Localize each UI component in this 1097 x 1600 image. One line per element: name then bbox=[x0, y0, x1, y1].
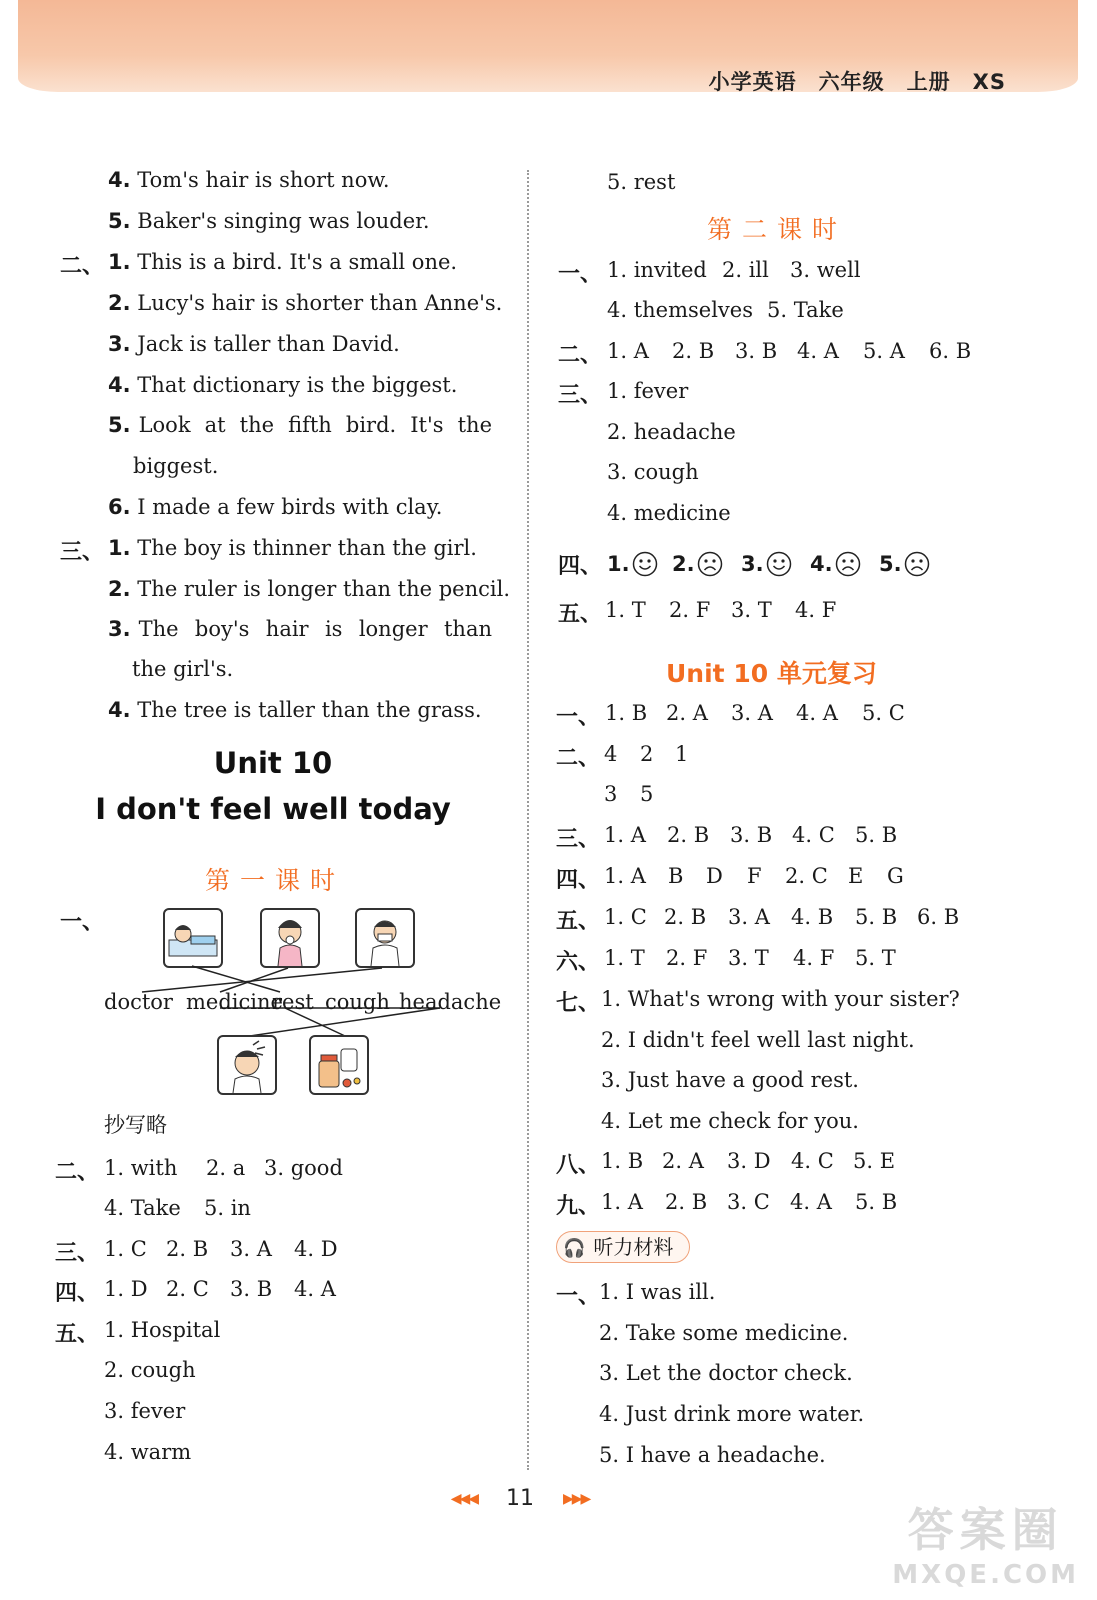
lesson-heading: 第一课时 bbox=[205, 866, 346, 895]
answer-item: 5. rest bbox=[607, 170, 676, 194]
answer-item: 1. T bbox=[605, 598, 646, 622]
answer-line: 1. This is a bird. It's a small one. bbox=[108, 250, 458, 274]
section-label: 二、 bbox=[55, 1160, 100, 1185]
answer-item: 6. B bbox=[929, 339, 972, 363]
answer-line: 5. Look at the fifth bird. It's the bbox=[108, 413, 492, 437]
answer-item: 1. invited bbox=[607, 258, 707, 282]
listening-material-tag: 🎧 听力材料 bbox=[556, 1231, 690, 1263]
answer-item: F bbox=[747, 864, 762, 888]
unit-subtitle: I don't feel well today bbox=[95, 792, 451, 826]
section-label: 二、 bbox=[558, 343, 603, 368]
answer-item: 2. ill bbox=[722, 258, 769, 282]
answer-item: 4 bbox=[604, 742, 618, 766]
medicine-picture bbox=[309, 1035, 369, 1095]
answer-item: 1. I was ill. bbox=[599, 1280, 716, 1304]
section-label: 三、 bbox=[558, 383, 603, 408]
answer-item: 4. A bbox=[790, 1190, 832, 1214]
answer-item: 4. themselves bbox=[607, 298, 754, 322]
answer-item: 3. A bbox=[728, 905, 770, 929]
match-word: medicine bbox=[186, 990, 283, 1014]
section-label: 三、 bbox=[60, 540, 105, 565]
answer-item: 1. A bbox=[604, 864, 646, 888]
answer-line: 3. The boy's hair is longer than bbox=[108, 617, 492, 641]
answer-item: 1. D bbox=[104, 1277, 148, 1301]
answer-item: B bbox=[668, 864, 684, 888]
answer-item: 4. F bbox=[795, 598, 837, 622]
answer-line: 1. The boy is thinner than the girl. bbox=[108, 536, 477, 560]
answer-item: 2. C bbox=[166, 1277, 209, 1301]
section-label: 五、 bbox=[55, 1322, 100, 1347]
answer-item: 3. T bbox=[731, 598, 772, 622]
face-answer: 2. bbox=[672, 551, 723, 577]
review-heading: Unit 10 单元复习 bbox=[666, 659, 877, 688]
answer-item: 3. Just have a good rest. bbox=[601, 1068, 859, 1092]
answer-item: 2. B bbox=[672, 339, 715, 363]
section-label: 九、 bbox=[556, 1194, 601, 1219]
answer-item: 5. in bbox=[204, 1196, 251, 1220]
face-answer: 4. bbox=[810, 551, 861, 577]
answer-item: 1. A bbox=[604, 823, 646, 847]
answer-item: 1. A bbox=[607, 339, 649, 363]
answer-line: 4. Tom's hair is short now. bbox=[108, 168, 390, 192]
answer-item: 4. D bbox=[294, 1237, 338, 1261]
answer-item: 5 bbox=[640, 782, 654, 806]
answer-item: 4. C bbox=[791, 1149, 834, 1173]
answer-item: 6. B bbox=[917, 905, 960, 929]
answer-item: 2. F bbox=[669, 598, 711, 622]
answer-line: 4. That dictionary is the biggest. bbox=[108, 373, 458, 397]
answer-item: 1. B bbox=[605, 701, 648, 725]
answer-line: 2. Lucy's hair is shorter than Anne's. bbox=[108, 291, 503, 315]
header-banner bbox=[18, 0, 1078, 92]
face-answer: 3. bbox=[741, 551, 792, 577]
section-label: 二、 bbox=[556, 746, 601, 771]
section-label: 二、 bbox=[60, 254, 105, 279]
answer-item: 3. T bbox=[728, 946, 769, 970]
answer-item: 2. Take some medicine. bbox=[599, 1321, 849, 1345]
match-word: rest bbox=[272, 990, 314, 1014]
match-word: cough bbox=[325, 990, 390, 1014]
answer-item: 4. C bbox=[792, 823, 835, 847]
answer-item: 4. A bbox=[796, 701, 838, 725]
answer-item: 5. C bbox=[862, 701, 905, 725]
lesson-heading: 第二课时 bbox=[707, 215, 848, 244]
frown-face-icon bbox=[697, 551, 723, 577]
section-label: 八、 bbox=[556, 1153, 601, 1178]
coughing-girl-picture bbox=[260, 908, 320, 968]
section-label: 四、 bbox=[558, 554, 603, 579]
section-label: 三、 bbox=[55, 1241, 100, 1266]
copy-note: 抄写略 bbox=[104, 1113, 167, 1137]
answer-item: 3. Let the doctor check. bbox=[599, 1361, 853, 1385]
answer-line-cont: biggest. bbox=[133, 454, 219, 478]
answer-item: 2. F bbox=[666, 946, 708, 970]
answer-item: 3. B bbox=[230, 1277, 273, 1301]
answer-item: 5. A bbox=[863, 339, 905, 363]
page-number: 11 bbox=[506, 1486, 534, 1511]
answer-item: 1. C bbox=[104, 1237, 147, 1261]
watermark: 答案圈 MXQE.COM bbox=[892, 1503, 1079, 1590]
answer-item: 4. F bbox=[793, 946, 835, 970]
answer-item: 3. cough bbox=[607, 460, 699, 484]
answer-item: 1. T bbox=[604, 946, 645, 970]
answer-item: 3. C bbox=[727, 1190, 770, 1214]
smile-face-icon bbox=[632, 551, 658, 577]
answer-item: 2. C bbox=[785, 864, 828, 888]
section-label: 一、 bbox=[556, 705, 601, 730]
answer-item: 4. Take bbox=[104, 1196, 181, 1220]
answer-item: 4. Let me check for you. bbox=[601, 1109, 859, 1133]
face-answer: 1. bbox=[607, 551, 658, 577]
answer-item: 2. B bbox=[665, 1190, 708, 1214]
answer-item: 4. A bbox=[797, 339, 839, 363]
column-divider bbox=[527, 170, 529, 1470]
answer-line: 6. I made a few birds with clay. bbox=[108, 495, 443, 519]
section-label: 三、 bbox=[556, 827, 601, 852]
answer-item: 5. B bbox=[855, 1190, 898, 1214]
answer-item: 2. B bbox=[664, 905, 707, 929]
next-arrows-icon: ▶▶▶ bbox=[563, 1491, 590, 1507]
answer-item: 1 bbox=[675, 742, 689, 766]
answer-item: 1. A bbox=[601, 1190, 643, 1214]
answer-item: 1. C bbox=[604, 905, 647, 929]
match-word: doctor bbox=[104, 990, 173, 1014]
answer-item: 5. Take bbox=[767, 298, 844, 322]
headphones-icon: 🎧 bbox=[563, 1238, 586, 1259]
face-answer: 5. bbox=[879, 551, 930, 577]
answer-item: 2 bbox=[640, 742, 654, 766]
answer-item: 2. headache bbox=[607, 420, 736, 444]
answer-item: 3 bbox=[604, 782, 618, 806]
doctor-picture bbox=[355, 908, 415, 968]
answer-item: E bbox=[848, 864, 864, 888]
section-label: 四、 bbox=[556, 868, 601, 893]
answer-item: 4. B bbox=[791, 905, 834, 929]
answer-item: 4. Just drink more water. bbox=[599, 1402, 865, 1426]
answer-item: 2. a bbox=[206, 1156, 246, 1180]
sick-in-bed-picture bbox=[163, 908, 223, 968]
answer-line: 4. The tree is taller than the grass. bbox=[108, 698, 482, 722]
answer-item: 3. well bbox=[790, 258, 861, 282]
answer-item: 5. B bbox=[855, 823, 898, 847]
answer-item: 3. B bbox=[735, 339, 778, 363]
answer-item: 3. B bbox=[730, 823, 773, 847]
answer-item: 2. A bbox=[666, 701, 708, 725]
prev-arrows-icon: ◀◀◀ bbox=[450, 1491, 477, 1507]
section-label: 一、 bbox=[556, 1284, 601, 1309]
answer-item: 5. E bbox=[853, 1149, 896, 1173]
section-label: 一、 bbox=[60, 910, 105, 935]
answer-item: 1. fever bbox=[607, 379, 689, 403]
answer-item: 1. Hospital bbox=[104, 1318, 221, 1342]
answer-item: D bbox=[706, 864, 723, 888]
section-label: 五、 bbox=[556, 909, 601, 934]
smile-face-icon bbox=[766, 551, 792, 577]
frown-face-icon bbox=[904, 551, 930, 577]
answer-item: 2. A bbox=[662, 1149, 704, 1173]
answer-item: 1. with bbox=[104, 1156, 178, 1180]
page-footer bbox=[430, 1486, 610, 1511]
answer-line: 5. Baker's singing was louder. bbox=[108, 209, 430, 233]
answer-item: 3. fever bbox=[104, 1399, 186, 1423]
answer-item: 4. A bbox=[294, 1277, 336, 1301]
answer-item: 2. B bbox=[667, 823, 710, 847]
answer-item: 2. I didn't feel well last night. bbox=[601, 1028, 915, 1052]
headache-picture bbox=[217, 1035, 277, 1095]
answer-line: 2. The ruler is longer than the pencil. bbox=[108, 577, 510, 601]
match-word: headache bbox=[399, 990, 502, 1014]
book-info: 小学英语 六年级 上册 XS bbox=[708, 70, 1006, 94]
section-label: 四、 bbox=[55, 1281, 100, 1306]
section-label: 一、 bbox=[558, 262, 603, 287]
answer-item: 4. warm bbox=[104, 1440, 192, 1464]
answer-item: 3. A bbox=[230, 1237, 272, 1261]
answer-item: 2. B bbox=[166, 1237, 209, 1261]
answer-item: 4. medicine bbox=[607, 501, 731, 525]
section-label: 七、 bbox=[556, 991, 601, 1016]
answer-item: 5. I have a headache. bbox=[599, 1443, 826, 1467]
answer-item: 3. good bbox=[264, 1156, 343, 1180]
section-label: 六、 bbox=[556, 950, 601, 975]
answer-item: 1. B bbox=[601, 1149, 644, 1173]
answer-item: 1. What's wrong with your sister? bbox=[601, 987, 960, 1011]
answer-line-cont: the girl's. bbox=[132, 657, 234, 681]
answer-item: 2. cough bbox=[104, 1358, 196, 1382]
answer-item: 5. T bbox=[855, 946, 896, 970]
answer-item: 3. D bbox=[727, 1149, 771, 1173]
answer-item: 3. A bbox=[731, 701, 773, 725]
answer-item: 5. B bbox=[855, 905, 898, 929]
frown-face-icon bbox=[835, 551, 861, 577]
answer-line: 3. Jack is taller than David. bbox=[108, 332, 400, 356]
answer-item: G bbox=[887, 864, 904, 888]
section-label: 五、 bbox=[558, 602, 603, 627]
unit-title: Unit 10 bbox=[213, 746, 333, 780]
